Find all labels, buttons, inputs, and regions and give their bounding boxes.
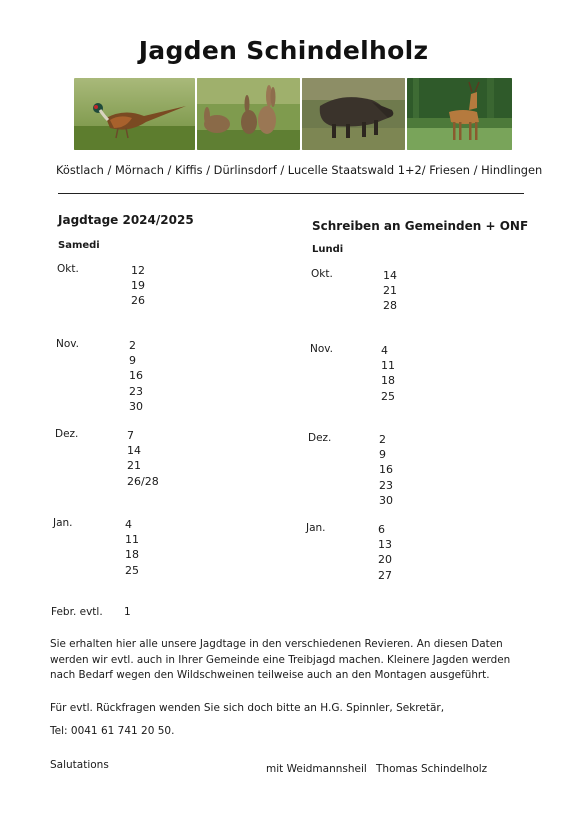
day-item: 4: [125, 518, 132, 531]
left-weekday-label: Samedi: [58, 240, 100, 251]
right-weekday-label: Lundi: [312, 244, 344, 255]
regions-list: Köstlach / Mörnach / Kiffis / Dürlinsdorf / Lucelle Staatswald 1+2/ Friesen / Hindlingen: [56, 163, 543, 177]
day-item: 2: [379, 433, 386, 446]
day-item: 18: [125, 548, 139, 562]
contact-line: Für evtl. Rückfragen wenden Sie sich doch bitte an H.G. Spinnler, Sekretär,: [50, 702, 445, 714]
left-month-label: Okt.: [57, 263, 79, 275]
day-item: 27: [378, 568, 392, 582]
day-item: 30: [379, 493, 393, 507]
left-month-label: Jan.: [53, 517, 73, 529]
february-value: 1: [124, 606, 131, 618]
left-month-days: [127, 428, 159, 489]
wild-boar-photo: [302, 78, 405, 150]
divider: [58, 193, 524, 194]
page-title: Jagden Schindelholz: [138, 36, 429, 65]
paragraph-line: werden wir evtl. auch in Ihrer Gemeinde eine Treibjagd machen. Kleinere Jagden werden: [50, 653, 511, 666]
day-item: 30: [129, 399, 143, 413]
right-month-label: Nov.: [310, 343, 334, 355]
day-item: 11: [125, 533, 139, 547]
hares-photo: [197, 78, 300, 150]
day-item: 12: [131, 264, 145, 277]
day-item: 26/28: [127, 474, 159, 488]
left-month-days: [131, 263, 145, 309]
municipalities-letter-title: Schreiben an Gemeinden + ONF: [312, 219, 529, 233]
right-month-label: Okt.: [311, 268, 333, 280]
day-item: 23: [379, 478, 393, 492]
info-paragraph: [50, 637, 520, 684]
right-month-label: Jan.: [306, 522, 326, 534]
day-item: 23: [129, 384, 143, 398]
pheasant-photo: [74, 78, 195, 150]
right-month-days: [378, 522, 392, 583]
left-month-label: Nov.: [56, 338, 80, 350]
day-item: 28: [383, 299, 397, 313]
day-item: 9: [379, 448, 386, 462]
day-item: 13: [378, 538, 392, 552]
paragraph-line: Sie erhalten hier alle unsere Jagdtage in den verschiedenen Revieren. An diesen Daten: [50, 638, 503, 650]
phone-number: Tel: 0041 61 741 20 50.: [50, 725, 175, 737]
day-item: 21: [383, 284, 397, 298]
day-item: 16: [379, 463, 393, 477]
day-item: 16: [129, 369, 143, 383]
left-month-days: [129, 338, 143, 414]
closing-greeting: mit Weidmannsheil: [266, 763, 367, 775]
day-item: 2: [129, 339, 136, 352]
day-item: 20: [378, 553, 392, 567]
day-item: 4: [381, 344, 388, 357]
day-item: 25: [125, 563, 139, 577]
day-item: 18: [381, 374, 395, 388]
left-month-days: [125, 517, 139, 578]
salutations: Salutations: [50, 759, 109, 771]
hunting-days-title: Jagdtage 2024/2025: [58, 213, 194, 227]
deer-photo: [407, 78, 512, 150]
left-month-label: Dez.: [55, 428, 79, 440]
right-month-days: [379, 432, 393, 508]
day-item: 19: [131, 279, 145, 293]
paragraph-line: nach Bedarf wegen den Wildschweinen teilweise auch an den Montagen ausgeführt.: [50, 669, 490, 682]
february-label: Febr. evtl.: [51, 606, 103, 618]
day-item: 25: [381, 389, 395, 403]
day-item: 14: [383, 269, 397, 282]
signature-name: Thomas Schindelholz: [376, 763, 488, 775]
day-item: 21: [127, 459, 141, 473]
day-item: 9: [129, 354, 136, 368]
right-month-label: Dez.: [308, 432, 332, 444]
day-item: 6: [378, 523, 385, 536]
day-item: 26: [131, 294, 145, 308]
day-item: 11: [381, 359, 395, 373]
right-month-days: [383, 268, 397, 314]
right-month-days: [381, 343, 395, 404]
day-item: 7: [127, 429, 134, 442]
day-item: 14: [127, 444, 141, 458]
